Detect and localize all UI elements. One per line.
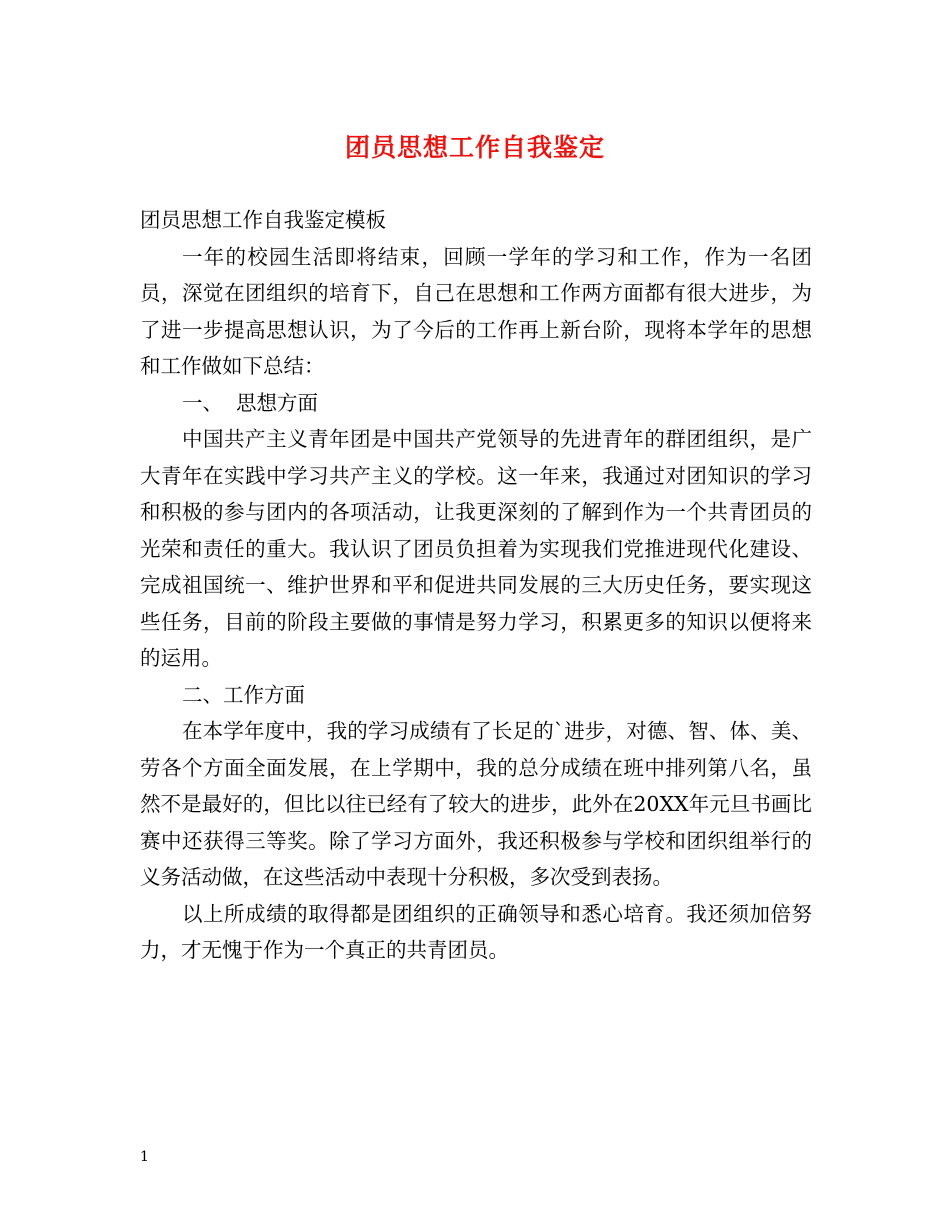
document-subtitle: 团员思想工作自我鉴定模板	[140, 208, 386, 232]
paragraph-thought: 中国共产主义青年团是中国共产党领导的先进青年的群团组织，是广大青年在实践中学习共产主义的学校。这一年来，我通过对团知识的学习和积极的参与团内的各项活动，让我更深刻的了解到作为一个共青团员的光荣和责任的重大。我认识了团员负担着为实现我们党推进现代化建设、完成祖国统一、维护世界和平和促进共同发展的三大历史任务，要实现这些任务，目前的阶段主要做的事情是努力学习，积累更多的知识以便将来的运用。	[140, 427, 812, 670]
paragraph-conclusion: 以上所成绩的取得都是团组织的正确领导和悉心培育。我还须加倍努力，才无愧于作为一个真正的共青团员。	[140, 901, 812, 962]
section-heading-work: 二、工作方面	[182, 682, 305, 707]
document-title: 团员思想工作自我鉴定	[344, 133, 605, 162]
section-heading-thought: 一、 思想方面	[182, 390, 319, 415]
page-number: 1	[140, 1149, 149, 1165]
paragraph-intro: 一年的校园生活即将结束，回顾一学年的学习和工作，作为一名团员，深觉在团组织的培育下，自己在思想和工作两方面都有很大进步，为了进一步提高思想认识，为了今后的工作再上新台阶，现将本学年的思想和工作做如下总结：	[140, 244, 812, 378]
document-body	[140, 202, 812, 969]
paragraph-work: 在本学年度中，我的学习成绩有了长足的`进步，对德、智、体、美、劳各个方面全面发展，在上学期中，我的总分成绩在班中排列第八名，虽然不是最好的，但比以往已经有了较大的进步，此外在20XX年元旦书画比赛中还获得三等奖。除了学习方面外，我还积极参与学校和团织组举行的义务活动做，在这些活动中表现十分积极，多次受到表扬。	[140, 719, 812, 889]
